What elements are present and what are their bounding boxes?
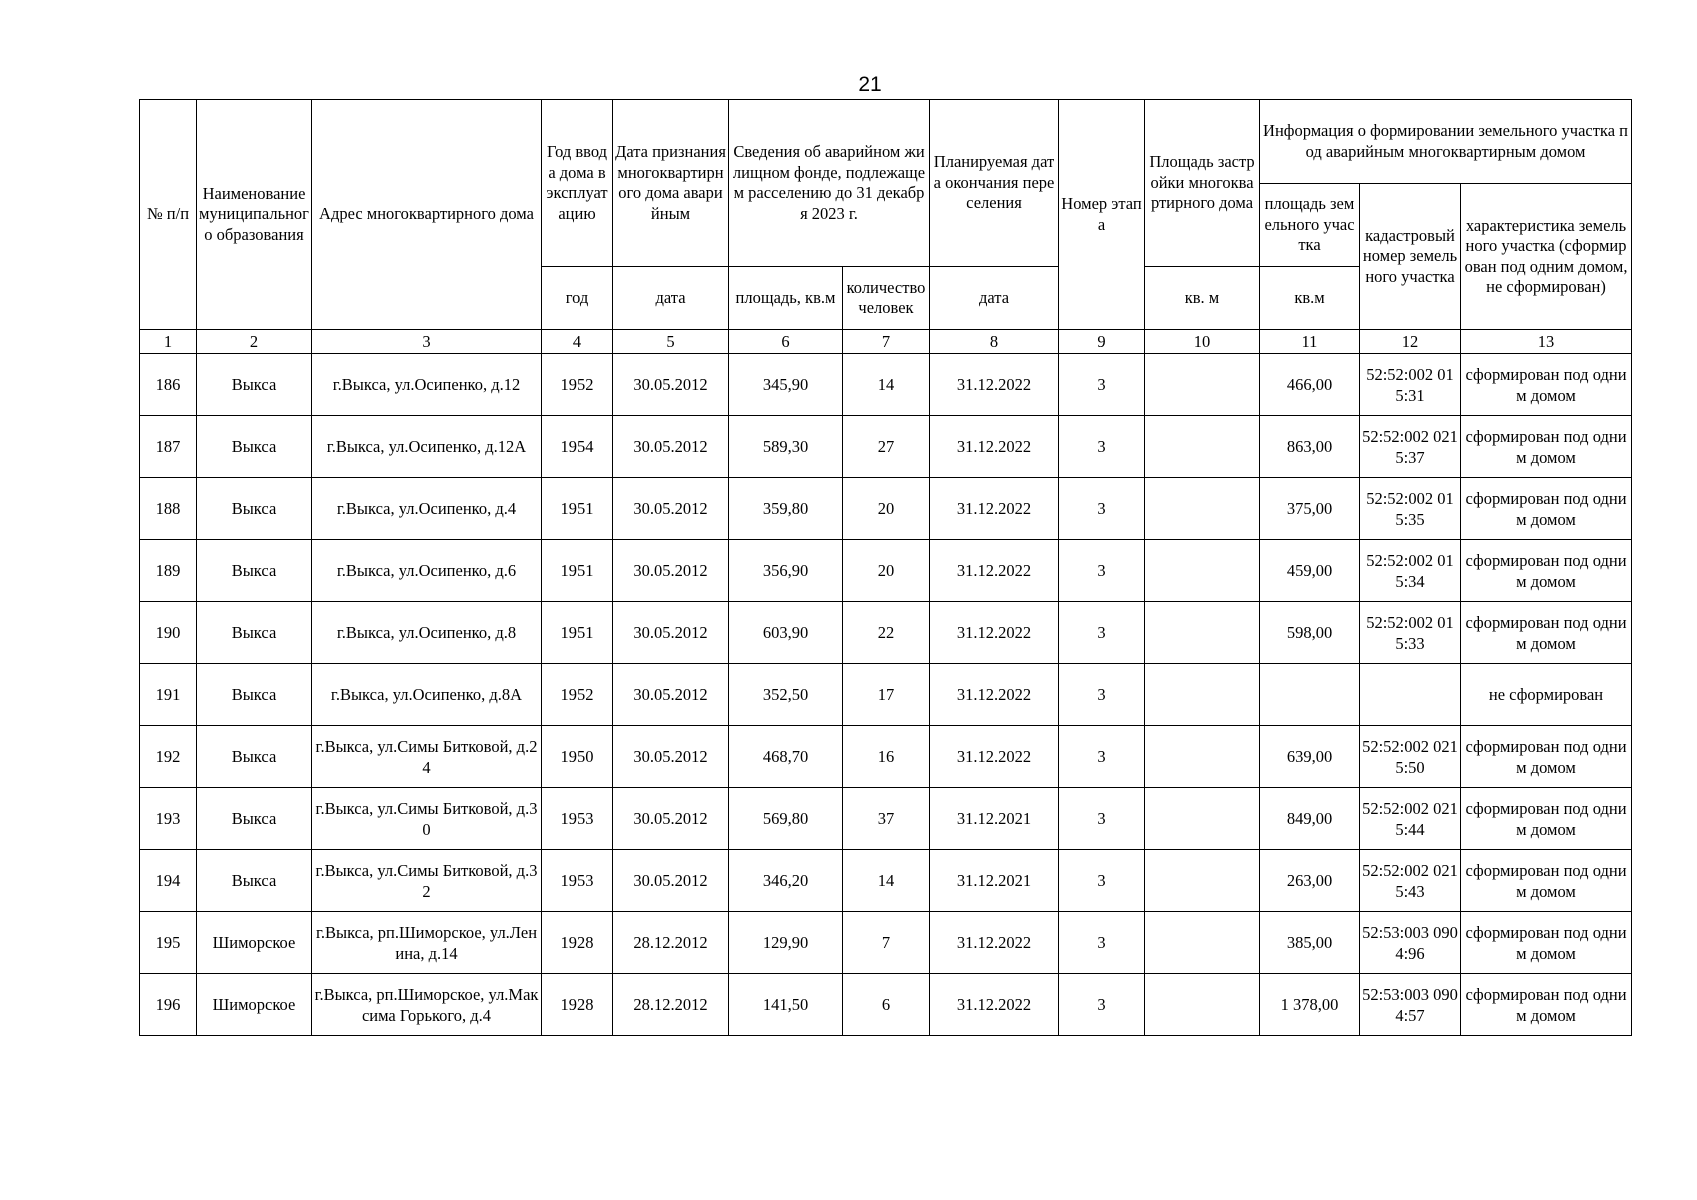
table-row bbox=[140, 478, 1632, 540]
unit-land-area: кв.м bbox=[1260, 267, 1360, 330]
recognition-date-cell: 30.05.2012 bbox=[613, 602, 729, 664]
people-count-cell: 7 bbox=[843, 912, 930, 974]
built-area-cell bbox=[1145, 726, 1260, 788]
land-area-cell: 598,00 bbox=[1260, 602, 1360, 664]
commission-year-cell: 1928 bbox=[542, 912, 613, 974]
recognition-date-cell: 28.12.2012 bbox=[613, 912, 729, 974]
people-count-cell: 14 bbox=[843, 850, 930, 912]
emergency-housing-table bbox=[139, 99, 1632, 1036]
unit-area: площадь, кв.м bbox=[729, 267, 843, 330]
cadastral-number-cell: 52:52:002 0215:37 bbox=[1360, 416, 1461, 478]
land-area-cell: 1 378,00 bbox=[1260, 974, 1360, 1036]
built-area-cell bbox=[1145, 602, 1260, 664]
table-row bbox=[140, 788, 1632, 850]
area-cell: 141,50 bbox=[729, 974, 843, 1036]
stage-cell: 3 bbox=[1059, 416, 1145, 478]
people-count-cell: 20 bbox=[843, 540, 930, 602]
stage-cell: 3 bbox=[1059, 602, 1145, 664]
people-count-cell: 22 bbox=[843, 602, 930, 664]
municipality-cell: Выкса bbox=[197, 416, 312, 478]
commission-year-cell: 1928 bbox=[542, 974, 613, 1036]
stage-cell: 3 bbox=[1059, 974, 1145, 1036]
row-number-cell: 186 bbox=[140, 354, 197, 416]
table-row bbox=[140, 850, 1632, 912]
land-area-cell: 375,00 bbox=[1260, 478, 1360, 540]
stage-cell: 3 bbox=[1059, 354, 1145, 416]
stage-cell: 3 bbox=[1059, 478, 1145, 540]
people-count-cell: 20 bbox=[843, 478, 930, 540]
stage-cell: 3 bbox=[1059, 788, 1145, 850]
planned-date-cell: 31.12.2021 bbox=[930, 788, 1059, 850]
municipality-cell: Выкса bbox=[197, 664, 312, 726]
unit-date: дата bbox=[613, 267, 729, 330]
row-number-cell: 188 bbox=[140, 478, 197, 540]
table-row bbox=[140, 726, 1632, 788]
area-cell: 352,50 bbox=[729, 664, 843, 726]
commission-year-cell: 1951 bbox=[542, 478, 613, 540]
recognition-date-cell: 30.05.2012 bbox=[613, 478, 729, 540]
land-area-cell bbox=[1260, 664, 1360, 726]
people-count-cell: 37 bbox=[843, 788, 930, 850]
area-cell: 129,90 bbox=[729, 912, 843, 974]
address-cell: г.Выкса, рп.Шиморское, ул.Ленина, д.14 bbox=[312, 912, 542, 974]
planned-date-cell: 31.12.2022 bbox=[930, 540, 1059, 602]
address-cell: г.Выкса, ул.Осипенко, д.6 bbox=[312, 540, 542, 602]
column-number-row bbox=[140, 330, 1632, 354]
people-count-cell: 27 bbox=[843, 416, 930, 478]
row-number-cell: 192 bbox=[140, 726, 197, 788]
commission-year-cell: 1951 bbox=[542, 602, 613, 664]
row-number-cell: 193 bbox=[140, 788, 197, 850]
recognition-date-cell: 30.05.2012 bbox=[613, 540, 729, 602]
built-area-cell bbox=[1145, 850, 1260, 912]
column-number: 2 bbox=[197, 330, 312, 354]
municipality-cell: Выкса bbox=[197, 850, 312, 912]
area-cell: 603,90 bbox=[729, 602, 843, 664]
row-number-cell: 195 bbox=[140, 912, 197, 974]
area-cell: 589,30 bbox=[729, 416, 843, 478]
municipality-cell: Шиморское bbox=[197, 912, 312, 974]
stage-cell: 3 bbox=[1059, 664, 1145, 726]
header-land-area: площадь земельного участка bbox=[1260, 184, 1360, 267]
planned-date-cell: 31.12.2022 bbox=[930, 602, 1059, 664]
land-area-cell: 849,00 bbox=[1260, 788, 1360, 850]
column-number: 11 bbox=[1260, 330, 1360, 354]
recognition-date-cell: 30.05.2012 bbox=[613, 354, 729, 416]
planned-date-cell: 31.12.2022 bbox=[930, 664, 1059, 726]
address-cell: г.Выкса, ул.Осипенко, д.4 bbox=[312, 478, 542, 540]
built-area-cell bbox=[1145, 912, 1260, 974]
commission-year-cell: 1953 bbox=[542, 850, 613, 912]
land-characteristic-cell: сформирован под одним домом bbox=[1461, 788, 1632, 850]
unit-people: количество человек bbox=[843, 267, 930, 330]
planned-date-cell: 31.12.2022 bbox=[930, 354, 1059, 416]
row-number-cell: 196 bbox=[140, 974, 197, 1036]
recognition-date-cell: 30.05.2012 bbox=[613, 788, 729, 850]
header-land-characteristic: характеристика земельного участка (сформирован под одним домом, не сформирован) bbox=[1461, 184, 1632, 330]
row-number-cell: 187 bbox=[140, 416, 197, 478]
header-cadastral-number: кадастровый номер земельного участка bbox=[1360, 184, 1461, 330]
row-number-cell: 194 bbox=[140, 850, 197, 912]
planned-date-cell: 31.12.2022 bbox=[930, 974, 1059, 1036]
column-number: 3 bbox=[312, 330, 542, 354]
land-characteristic-cell: сформирован под одним домом bbox=[1461, 912, 1632, 974]
table-row bbox=[140, 354, 1632, 416]
recognition-date-cell: 30.05.2012 bbox=[613, 850, 729, 912]
land-characteristic-cell: сформирован под одним домом bbox=[1461, 602, 1632, 664]
recognition-date-cell: 30.05.2012 bbox=[613, 726, 729, 788]
cadastral-number-cell: 52:52:002 015:35 bbox=[1360, 478, 1461, 540]
page-number: 21 bbox=[858, 73, 882, 96]
table-row bbox=[140, 912, 1632, 974]
column-number: 8 bbox=[930, 330, 1059, 354]
header-commission-year: Год ввода дома в эксплуатацию bbox=[542, 100, 613, 267]
row-number-cell: 189 bbox=[140, 540, 197, 602]
stage-cell: 3 bbox=[1059, 912, 1145, 974]
header-land-plot-info: Информация о формировании земельного участка под аварийным многоквартирным домом bbox=[1260, 100, 1632, 184]
row-number-cell: 191 bbox=[140, 664, 197, 726]
commission-year-cell: 1951 bbox=[542, 540, 613, 602]
built-area-cell bbox=[1145, 788, 1260, 850]
address-cell: г.Выкса, ул.Симы Битковой, д.32 bbox=[312, 850, 542, 912]
address-cell: г.Выкса, ул.Симы Битковой, д.24 bbox=[312, 726, 542, 788]
cadastral-number-cell: 52:53:003 0904:57 bbox=[1360, 974, 1461, 1036]
land-area-cell: 385,00 bbox=[1260, 912, 1360, 974]
column-number: 7 bbox=[843, 330, 930, 354]
built-area-cell bbox=[1145, 416, 1260, 478]
cadastral-number-cell: 52:52:002 0215:43 bbox=[1360, 850, 1461, 912]
table-row bbox=[140, 540, 1632, 602]
planned-date-cell: 31.12.2022 bbox=[930, 416, 1059, 478]
people-count-cell: 14 bbox=[843, 354, 930, 416]
commission-year-cell: 1954 bbox=[542, 416, 613, 478]
area-cell: 346,20 bbox=[729, 850, 843, 912]
municipality-cell: Выкса bbox=[197, 602, 312, 664]
land-area-cell: 863,00 bbox=[1260, 416, 1360, 478]
built-area-cell bbox=[1145, 540, 1260, 602]
built-area-cell bbox=[1145, 478, 1260, 540]
municipality-cell: Шиморское bbox=[197, 974, 312, 1036]
municipality-cell: Выкса bbox=[197, 540, 312, 602]
land-characteristic-cell: сформирован под одним домом bbox=[1461, 726, 1632, 788]
cadastral-number-cell: 52:52:002 0215:44 bbox=[1360, 788, 1461, 850]
cadastral-number-cell: 52:53:003 0904:96 bbox=[1360, 912, 1461, 974]
table-row bbox=[140, 416, 1632, 478]
planned-date-cell: 31.12.2022 bbox=[930, 478, 1059, 540]
planned-date-cell: 31.12.2022 bbox=[930, 912, 1059, 974]
area-cell: 359,80 bbox=[729, 478, 843, 540]
address-cell: г.Выкса, ул.Осипенко, д.12А bbox=[312, 416, 542, 478]
column-number: 12 bbox=[1360, 330, 1461, 354]
recognition-date-cell: 28.12.2012 bbox=[613, 974, 729, 1036]
unit-planned-date: дата bbox=[930, 267, 1059, 330]
stage-cell: 3 bbox=[1059, 726, 1145, 788]
people-count-cell: 16 bbox=[843, 726, 930, 788]
land-characteristic-cell: сформирован под одним домом bbox=[1461, 354, 1632, 416]
people-count-cell: 17 bbox=[843, 664, 930, 726]
header-recognition-date: Дата признания многоквартирного дома аварийным bbox=[613, 100, 729, 267]
people-count-cell: 6 bbox=[843, 974, 930, 1036]
table-row bbox=[140, 602, 1632, 664]
column-number: 4 bbox=[542, 330, 613, 354]
land-area-cell: 466,00 bbox=[1260, 354, 1360, 416]
address-cell: г.Выкса, ул.Осипенко, д.12 bbox=[312, 354, 542, 416]
column-number: 10 bbox=[1145, 330, 1260, 354]
commission-year-cell: 1952 bbox=[542, 664, 613, 726]
header-stage: Номер этапа bbox=[1059, 100, 1145, 330]
area-cell: 345,90 bbox=[729, 354, 843, 416]
planned-date-cell: 31.12.2022 bbox=[930, 726, 1059, 788]
commission-year-cell: 1953 bbox=[542, 788, 613, 850]
column-number: 6 bbox=[729, 330, 843, 354]
cadastral-number-cell: 52:52:002 015:34 bbox=[1360, 540, 1461, 602]
municipality-cell: Выкса bbox=[197, 788, 312, 850]
municipality-cell: Выкса bbox=[197, 354, 312, 416]
land-characteristic-cell: сформирован под одним домом bbox=[1461, 540, 1632, 602]
header-planned-date: Планируемая дата окончания переселения bbox=[930, 100, 1059, 267]
land-characteristic-cell: сформирован под одним домом bbox=[1461, 416, 1632, 478]
land-area-cell: 459,00 bbox=[1260, 540, 1360, 602]
municipality-cell: Выкса bbox=[197, 726, 312, 788]
column-number: 5 bbox=[613, 330, 729, 354]
built-area-cell bbox=[1145, 974, 1260, 1036]
municipality-cell: Выкса bbox=[197, 478, 312, 540]
planned-date-cell: 31.12.2021 bbox=[930, 850, 1059, 912]
land-characteristic-cell: сформирован под одним домом bbox=[1461, 974, 1632, 1036]
cadastral-number-cell: 52:52:002 015:33 bbox=[1360, 602, 1461, 664]
unit-year: год bbox=[542, 267, 613, 330]
recognition-date-cell: 30.05.2012 bbox=[613, 416, 729, 478]
land-area-cell: 263,00 bbox=[1260, 850, 1360, 912]
built-area-cell bbox=[1145, 664, 1260, 726]
header-row-number: № п/п bbox=[140, 100, 197, 330]
header-built-area: Площадь застройки многоквартирного дома bbox=[1145, 100, 1260, 267]
cadastral-number-cell bbox=[1360, 664, 1461, 726]
area-cell: 468,70 bbox=[729, 726, 843, 788]
address-cell: г.Выкса, рп.Шиморское, ул.Максима Горького, д.4 bbox=[312, 974, 542, 1036]
cadastral-number-cell: 52:52:002 0215:50 bbox=[1360, 726, 1461, 788]
column-number: 13 bbox=[1461, 330, 1632, 354]
cadastral-number-cell: 52:52:002 015:31 bbox=[1360, 354, 1461, 416]
header-municipality: Наименование муниципального образования bbox=[197, 100, 312, 330]
table-row bbox=[140, 664, 1632, 726]
area-cell: 569,80 bbox=[729, 788, 843, 850]
table-body bbox=[140, 354, 1632, 1036]
land-characteristic-cell: не сформирован bbox=[1461, 664, 1632, 726]
recognition-date-cell: 30.05.2012 bbox=[613, 664, 729, 726]
built-area-cell bbox=[1145, 354, 1260, 416]
table-row bbox=[140, 974, 1632, 1036]
stage-cell: 3 bbox=[1059, 850, 1145, 912]
address-cell: г.Выкса, ул.Симы Битковой, д.30 bbox=[312, 788, 542, 850]
row-number-cell: 190 bbox=[140, 602, 197, 664]
land-area-cell: 639,00 bbox=[1260, 726, 1360, 788]
commission-year-cell: 1952 bbox=[542, 354, 613, 416]
column-number: 9 bbox=[1059, 330, 1145, 354]
area-cell: 356,90 bbox=[729, 540, 843, 602]
header-address: Адрес многоквартирного дома bbox=[312, 100, 542, 330]
address-cell: г.Выкса, ул.Осипенко, д.8 bbox=[312, 602, 542, 664]
land-characteristic-cell: сформирован под одним домом bbox=[1461, 478, 1632, 540]
header-emergency-fund: Сведения об аварийном жилищном фонде, подлежащем расселению до 31 декабря 2023 г. bbox=[729, 100, 930, 267]
stage-cell: 3 bbox=[1059, 540, 1145, 602]
address-cell: г.Выкса, ул.Осипенко, д.8А bbox=[312, 664, 542, 726]
unit-built-area: кв. м bbox=[1145, 267, 1260, 330]
column-number: 1 bbox=[140, 330, 197, 354]
land-characteristic-cell: сформирован под одним домом bbox=[1461, 850, 1632, 912]
commission-year-cell: 1950 bbox=[542, 726, 613, 788]
